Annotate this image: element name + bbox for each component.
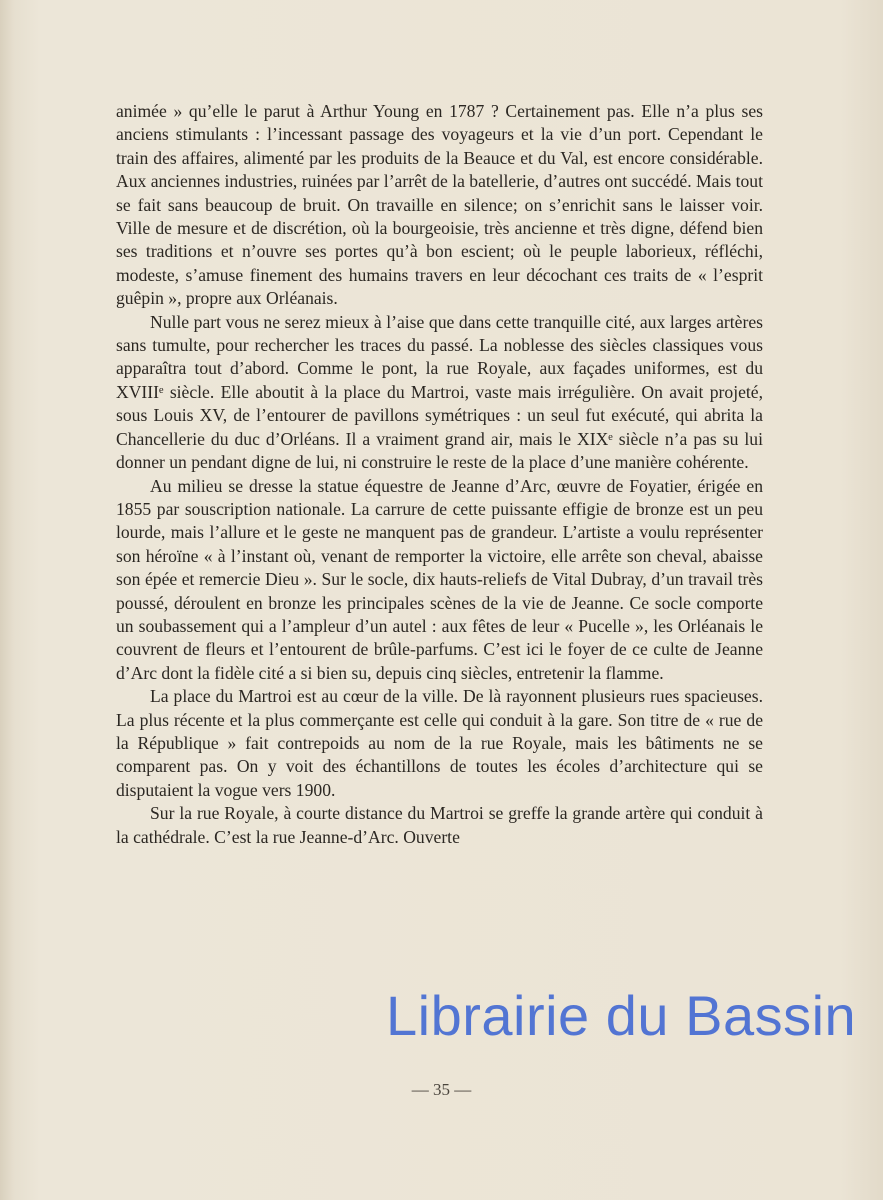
paragraph-1: animée » qu’elle le parut à Arthur Young en 1787 ? Certainement pas. Elle n’a plus ses anciens stimulants : l’incessant passage des voyageurs et la vie d’un port. Cependant le train des affaires, alimenté par les produits de la Beauce et du Val, est encore considérable. Aux anciennes industries, ruinées par l’arrêt de la batellerie, d’autres ont succédé. Mais tout se fait sans beaucoup de bruit. On travaille en silence; on s’enrichit sans le laisser voir. Ville de mesure et de discrétion, où la bourgeoisie, très ancienne et très digne, défend bien ses traditions et n’ouvre ses portes qu’à bon escient; où le peuple laborieux, réfléchi, modeste, s’amuse finement des humains travers en leur décochant ces traits de « l’esprit guêpin », propre aux Orléanais. [116, 101, 763, 309]
page-number: — 35 — [411, 1080, 472, 1099]
body-text [116, 100, 763, 849]
paragraph-5: Sur la rue Royale, à courte distance du Martroi se greffe la grande artère qui conduit à la cathédrale. C’est la rue Jeanne-d’Arc. Ouverte [116, 803, 763, 847]
paragraph-2: Nulle part vous ne serez mieux à l’aise que dans cette tranquille cité, aux larges artères sans tumulte, pour rechercher les traces du passé. La noblesse des siècles classiques vous apparaîtra tout d’abord. Comme le pont, la rue Royale, aux façades uniformes, est du XVIIIᵉ siècle. Elle aboutit à la place du Martroi, vaste mais irrégulière. On avait projeté, sous Louis XV, de l’entourer de pavillons symétriques : un seul fut exécuté, qui abrita la Chancellerie du duc d’Orléans. Il a vraiment grand air, mais le XIXᵉ siècle n’a pas su lui donner un pendant digne de lui, ni construire le reste de la place d’une manière cohérente. [116, 311, 763, 473]
paragraph-3: Au milieu se dresse la statue équestre de Jeanne d’Arc, œuvre de Foyatier, érigée en 1855 par souscription nationale. La carrure de cette puissante effigie de bronze est un peu lourde, mais l’allure et le geste ne manquent pas de grandeur. L’artiste a voulu représenter son héroïne « à l’instant où, venant de remporter la victoire, elle arrête son cheval, abaisse son épée et remercie Dieu ». Sur le socle, dix hauts-reliefs de Vital Dubray, d’un travail très poussé, déroulent en bronze les principales scènes de la vie de Jeanne. Ce socle comporte un soubassement qui a l’ampleur d’un autel : aux fêtes de leur « Pucelle », les Orléanais le couvrent de fleurs et l’entourent de brûle-parfums. C’est ici le foyer de ce culte de Jeanne d’Arc dont la fidèle cité a si bien su, depuis cinq siècles, entretenir la flamme. [116, 475, 763, 683]
paragraph-4: La place du Martroi est au cœur de la ville. De là rayonnent plusieurs rues spacieuses. La plus récente et la plus commerçante est celle qui conduit à la gare. Son titre de « rue de la République » fait contrepoids au nom de la rue Royale, mais les bâtiments ne se comparent pas. On y voit des échantillons de toutes les écoles d’architecture qui se disputaient la vogue vers 1900. [116, 686, 763, 800]
watermark: Librairie du Bassin [386, 984, 857, 1047]
